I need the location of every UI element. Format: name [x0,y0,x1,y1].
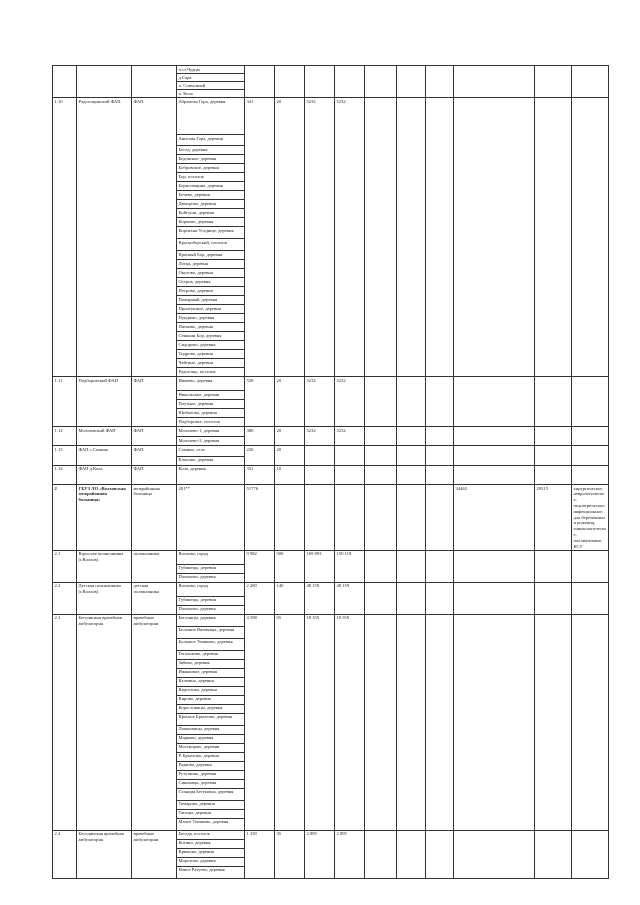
settlement-cell: Крюково, деревня [177,848,245,857]
staff-cell [275,66,305,98]
settlement-cell: Кола, деревня [177,465,245,484]
settlement-cell: Пятниво, деревня [177,323,245,332]
departments-cell [572,550,609,582]
departments-cell [572,377,609,427]
facility-name-cell: Бесединская врачебная амбулатория [77,830,132,878]
staff-cell [275,485,305,551]
beds-plan-cell [454,830,535,878]
facility-row [53,614,609,626]
facility-name-cell: Радогощинский ФАП [77,98,132,377]
settlement-cell: Подборовье, поселок [177,418,245,427]
facility-type-cell: поликлиника [132,550,177,582]
facility-type-cell: ФАП [132,446,177,465]
population-cell: 341 [245,98,275,377]
settlement-cell: Бобровское, деревня [177,164,245,173]
facility-type-cell: ФАП [132,377,177,427]
departments-cell [572,465,609,484]
col-5-cell [365,614,397,830]
departments-cell [572,98,609,377]
settlement-cell: Марково, деревня [177,734,245,743]
visits-plan-cell: 2 895 [305,830,335,878]
beds-fact-cell [535,98,572,377]
col-7-cell [426,66,454,98]
visits-plan-cell [305,446,335,465]
settlement-cell: Дмитрово, деревня [177,200,245,209]
facility-name-cell: Подборовский ФАП [77,377,132,427]
staff-cell: 10 [275,465,305,484]
beds-plan-cell [454,377,535,427]
number-cell: 1.14 [53,465,77,484]
visits-fact-cell [335,66,365,98]
facility-type-cell: ФАП [132,427,177,446]
settlement-cell: Бедовское, деревня [177,155,245,164]
settlement-cell: Сенькин Бор, деревня [177,332,245,341]
population-cell [245,66,275,98]
beds-plan-cell [454,582,535,614]
visits-plan-cell: 5232 [305,427,335,446]
settlement-cell: Гогольково, деревня [177,650,245,659]
settlement-cell: Пахомово, деревня [177,573,245,582]
settlement-cell: д.Сара [177,74,245,82]
population-cell: 331 [245,465,275,484]
settlement-cell: Красный Бор, деревня [177,251,245,260]
settlement-cell: Калмино, деревня [177,677,245,686]
visits-fact-cell: 48 159 [335,582,365,614]
visits-plan-cell: 18 359 [305,614,335,830]
settlement-cell: Клопово, деревня [177,456,245,465]
visits-plan-cell: 5232 [305,98,335,377]
settlement-cell: Картолово, деревня [177,686,245,695]
col-5-cell [365,377,397,427]
facility-name-cell [77,66,132,98]
col-5-cell [365,485,397,551]
visits-plan-cell [305,66,335,98]
facility-type-cell: ФАП [132,98,177,377]
settlement-cell: Беседа, поселок [177,830,245,839]
beds-plan-cell [454,427,535,446]
beds-plan-cell [454,98,535,377]
settlement-cell: Иванковое, деревня [177,668,245,677]
facility-type-cell: врачебные амбулатории [132,614,177,830]
col-5-cell [365,66,397,98]
beds-plan-cell [454,614,535,830]
col-6-cell [397,830,426,878]
population-cell: 4 598 [245,614,275,830]
number-cell: 2.4 [53,830,77,878]
col-5-cell [365,465,397,484]
facility-type-cell: детская поликлиника [132,582,177,614]
number-cell: 2 [53,485,77,551]
settlement-cell: Морозово, деревня [177,857,245,866]
visits-fact-cell: 150 118 [335,550,365,582]
col-7-cell [426,485,454,551]
settlement-cell: Пахомово, деревня [177,605,245,614]
col-6-cell [397,485,426,551]
beds-fact-cell [535,614,572,830]
medical-facilities-table [52,65,609,879]
col-6-cell [397,582,426,614]
facility-name-cell: Взрослая поликлиника (г.Волхов) [77,550,132,582]
beds-fact-cell [535,377,572,427]
settlement-cell: Волхово, город [177,550,245,564]
population-cell: 1 339 [245,830,275,878]
beds-fact-cell [535,465,572,484]
visits-fact-cell: 5232 [335,427,365,446]
departments-cell [572,830,609,878]
settlement-cell: Пронтушкое, деревня [177,305,245,314]
col-7-cell [426,614,454,830]
visits-fact-cell: 5232 [335,377,365,427]
beds-fact-cell [535,66,572,98]
settlement-cell: Шибалово, деревня [177,409,245,418]
visits-fact-cell: 2 895 [335,830,365,878]
facility-row [53,446,609,456]
facility-type-cell [132,66,177,98]
col-6-cell [397,377,426,427]
settlement-cell: Сомино, село [177,446,245,456]
settlement-cell: Чайгино, деревня [177,359,245,368]
departments-cell [572,614,609,830]
settlement-cell: Тагицы, деревня [177,809,245,818]
col-5-cell [365,582,397,614]
settlement-cell: Тидрово, деревня [177,350,245,359]
col-6-cell [397,427,426,446]
visits-fact-cell [335,465,365,484]
settlement-cell: Никольское, деревня [177,391,245,400]
facility-row [53,465,609,484]
beds-plan-cell [454,550,535,582]
beds-fact-cell [535,550,572,582]
col-5-cell [365,446,397,465]
visits-plan-cell: 169 893 [305,550,335,582]
settlement-cell: Мозолево-2, деревня [177,437,245,446]
settlement-cell: Красноборский, поселок [177,239,245,251]
number-cell: 1.12 [53,427,77,446]
number-cell: 1.11 [53,377,77,427]
settlement-cell: Абрамова Гора, деревня [177,98,245,135]
settlement-cell: Малое Теняково, деревня [177,818,245,830]
beds-plan-cell [454,465,535,484]
col-6-cell [397,550,426,582]
settlement-cell: п. Совхозный [177,82,245,90]
facility-row [53,830,609,839]
facility-name-cell: Бегуницкая врачебная амбулатория [77,614,132,830]
settlement-cell: Лашковицы, деревня [177,725,245,734]
settlement-cell: Губинецы, деревня [177,596,245,605]
facility-name-cell: Детская поликлиника (г.Волхов) [77,582,132,614]
col-7-cell [426,377,454,427]
visits-fact-cell: 5232 [335,98,365,377]
col-7-cell [426,427,454,446]
facility-type-cell: межрайонная больница [132,485,177,551]
col-6-cell [397,465,426,484]
number-cell [53,66,77,98]
staff-cell: 65 [275,614,305,830]
staff-cell: 35 [275,830,305,878]
settlement-cell: Красное Брызгово, деревня [177,713,245,725]
settlement-cell: Сидорово, деревня [177,341,245,350]
col-6-cell [397,614,426,830]
col-7-cell [426,550,454,582]
beds-fact-cell [535,582,572,614]
facility-row [53,98,609,135]
staff-cell: 20 [275,377,305,427]
settlement-cell: Пожарный, деревня [177,296,245,305]
population-cell: 528 [245,377,275,427]
col-5-cell [365,98,397,377]
settlement-cell: Лотца, деревня [177,260,245,269]
settlement-cell: Коростовицы, деревня [177,704,245,713]
col-7-cell [426,465,454,484]
settlement-cell: Кирово, деревня [177,695,245,704]
number-cell: 2.2 [53,582,77,614]
facility-row [53,550,609,564]
visits-fact-cell: 18 359 [335,614,365,830]
departments-cell: хирургическое, неврологическое, педиатрическое, инфекционное, для беременных и рожениц, гинекологическое, паллиативные, КСУ [572,485,609,551]
beds-fact-cell [535,830,572,878]
beds-plan-cell: 34465 [454,485,535,551]
col-5-cell [365,830,397,878]
facility-name-cell: ФАП с.Сомино [77,446,132,465]
settlement-cell: Сиковицы, деревня [177,779,245,788]
departments-cell [572,446,609,465]
facility-row [53,377,609,391]
facility-row [53,582,609,596]
number-cell: 1.13 [53,446,77,465]
visits-fact-cell [335,485,365,551]
population-cell: 380 [245,427,275,446]
facility-name-cell: Мозолевский ФАП [77,427,132,446]
departments-cell [572,582,609,614]
settlement-cell: Остров, деревня [177,278,245,287]
settlement-cell: Кортихна-Усадище, деревня [177,227,245,239]
settlement-cell: Петрово, деревня [177,287,245,296]
beds-fact-cell [535,446,572,465]
col-6-cell [397,66,426,98]
settlement-cell: Томарово, деревня [177,800,245,809]
settlement-cell: п.ст.Чудцы [177,66,245,74]
col-5-cell [365,550,397,582]
settlement-cell: Бочево, деревня [177,191,245,200]
settlement-cell: Пундимо, деревня [177,314,245,323]
col-6-cell [397,446,426,465]
facility-name-cell: ФАП д.Кола [77,465,132,484]
settlement-cell: Рутушино, деревня [177,770,245,779]
settlement-cell: Анисова Гора, деревня [177,135,245,146]
visits-plan-cell: 48 159 [305,582,335,614]
table-body [53,66,609,879]
beds-plan-cell [454,66,535,98]
number-cell: 2.3 [53,614,77,830]
staff-cell: 140 [275,582,305,614]
col-6-cell [397,98,426,377]
departments-cell [572,66,609,98]
settlement-cell: Бегуницы, деревня [177,614,245,626]
settlement-cell: Радогощь, поселок [177,368,245,377]
facility-row [53,427,609,437]
beds-fact-cell [535,427,572,446]
staff-cell: 20 [275,427,305,446]
settlement-cell: п. Кола [177,90,245,98]
settlement-cell: Мостищево, деревня [177,743,245,752]
col-7-cell [426,582,454,614]
visits-plan-cell [305,465,335,484]
settlement-cell: Котино, деревня [177,839,245,848]
settlement-cell: Плутное, деревня [177,400,245,409]
staff-cell: 20 [275,446,305,465]
settlement-cell: Окулово, деревня [177,269,245,278]
settlement-cell: Большое Теняково, деревня [177,638,245,650]
population-cell: 51776 [245,485,275,551]
facility-type-cell: ФАП [132,465,177,484]
settlement-cell: Радкова, деревня [177,761,245,770]
departments-cell [572,427,609,446]
staff-cell: 500 [275,550,305,582]
settlement-cell: Р. Брызгово, деревня [177,752,245,761]
settlement-cell: Борисовщина, деревня [177,182,245,191]
settlement-cell: Ивачево, деревня [177,377,245,391]
settlement-cell: Большие Вязовицы, деревня [177,626,245,638]
visits-fact-cell [335,446,365,465]
settlement-cell: Станция Бегуницы, деревня [177,788,245,800]
col-5-cell [365,427,397,446]
population-cell: 220 [245,446,275,465]
beds-plan-cell [454,446,535,465]
visits-plan-cell [305,485,335,551]
settlement-cell: Новое Ратуево, деревня [177,866,245,878]
settlement-row [53,66,609,74]
visits-plan-cell: 5232 [305,377,335,427]
staff-cell: 20 [275,98,305,377]
number-cell: 1.10 [53,98,77,377]
settlement-cell: Бесед, деревня [177,146,245,155]
col-7-cell [426,98,454,377]
facility-name-cell: ГБУЗ ЛО «Волховская межрайонная больница» [77,485,132,551]
settlement-cell: Губинецы, деревня [177,564,245,573]
population-cell: 2 280 [245,582,275,614]
col-7-cell [426,446,454,465]
settlement-cell: 201** [177,485,245,551]
settlement-cell: Мозолево-1, деревня [177,427,245,437]
number-cell: 2.1 [53,550,77,582]
settlement-cell: Койгуши, деревня [177,209,245,218]
facility-type-cell: врачебные амбулатории [132,830,177,878]
settlement-cell: Волхово, город [177,582,245,596]
settlement-cell: Бор, поселок [177,173,245,182]
facility-row [53,485,609,551]
settlement-cell: Зябкво, деревня [177,659,245,668]
beds-fact-cell: 29515 [535,485,572,551]
settlement-cell: Коржево, деревня [177,218,245,227]
col-7-cell [426,830,454,878]
population-cell: 9 982 [245,550,275,582]
